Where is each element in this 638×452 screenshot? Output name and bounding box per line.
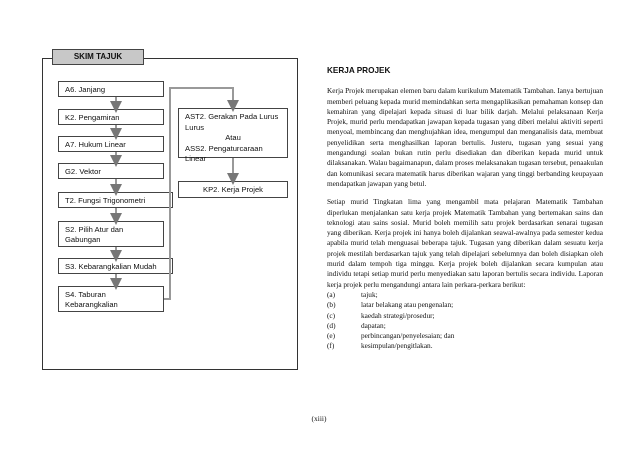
article-list — [327, 290, 603, 352]
list-item: (e) perbincangan/penyelesaian; dan — [327, 331, 455, 341]
topic-box-a6: A6. Janjang — [58, 81, 164, 97]
topic-box-a7: A7. Hukum Linear — [58, 136, 164, 152]
topic-box-g2: G2. Vektor — [58, 163, 164, 179]
ast-line3: Atau — [225, 133, 241, 142]
article-paragraph-1: Kerja Projek merupakan elemen baru dalam kurikulum Matematik Tambahan. Ianya bertujuan memberi peluang kepada murid memindahkan serta mengaplikasikan pemahaman konsep dan kemahiran yang dipelajari kepada situasi di luar bilik darjah. Melalui pelaksanaan Kerja Projek, murid perlu mendapatkan jawapan kepada tugasan yang diberi melalui aktiviti seperti menyoal, membincang dan menghujahkan idea, mengumpul dan menganalisis data, membuat penyelidikan serta menghasilkan laporan bertulis. Justeru, tugasan yang sesuai yang mengandungi soalan bukan rutin perlu disediakan dan diberikan kepada murid untuk dilaksanakan. Walau bagaimanapun, dalam proses melaksanakan tugasan tersebut, penaakulan dan komunikasi secara matematik harus diberikan wajaran yang tinggi berbanding keupayaan mendapatkan jawapan yang betul. — [327, 86, 603, 188]
ast-line4: ASS2. Pengaturcaraan Linear — [185, 143, 263, 163]
list-item: (d) dapatan; — [327, 320, 386, 330]
topic-box-t2: T2. Fungsi Trigonometri — [58, 192, 173, 208]
topic-box-s3: S3. Kebarangkalian Mudah — [58, 258, 173, 274]
article-paragraph-2: Setiap murid Tingkatan lima yang mengambil mata pelajaran Matematik Tambahan diperlukan menjalankan satu kerja projek Matematik Tambahan yang bertemakan sains dan teknologi atau sains sosial. Murid boleh memilih satu projek berdasarkan senarai tugasan yang diberikan. Kerja projek ini hanya boleh dijalankan seawal-awalnya pada semester kedua apabila murid telah menguasai beberapa tajuk. Tugasan yang diberikan dalam sesuatu kerja projek mestilah berdasarkan tajuk yang telah dipelajari sebelumnya dan boleh disiapkan oleh murid dalam tempoh tiga minggu. Kerja projek boleh dijalankan secara kumpulan atau individu tetapi setiap murid perlu menyediakan satu laporan bertulis secara individu. Laporan kerja projek perlu mengandungi antara lain perkara-perkara berikut: — [327, 197, 603, 289]
list-item: (f) kesimpulan/pengitlakan. — [327, 341, 433, 351]
scheme-tab-title: SKIM TAJUK — [52, 49, 144, 65]
page-number: (xiii) — [311, 414, 327, 423]
list-item: (c) kaedah strategi/prosedur; — [327, 310, 435, 320]
topic-box-s4: S4. Taburan Kebarangkalian — [58, 286, 164, 312]
topic-box-s2: S2. Pilih Atur dan Gabungan — [58, 221, 164, 247]
project-box-kp2: KP2. Kerja Projek — [178, 181, 288, 198]
topic-box-k2: K2. Pengamiran — [58, 109, 164, 125]
article-heading: KERJA PROJEK — [327, 66, 391, 75]
list-item: (a) tajuk; — [327, 289, 378, 299]
article — [327, 66, 603, 352]
list-item: (b) latar belakang atau pengenalan; — [327, 300, 454, 310]
ast-line1: AST2. Gerakan Pada Lurus — [185, 112, 279, 121]
ast-line2: Lurus — [185, 122, 204, 132]
